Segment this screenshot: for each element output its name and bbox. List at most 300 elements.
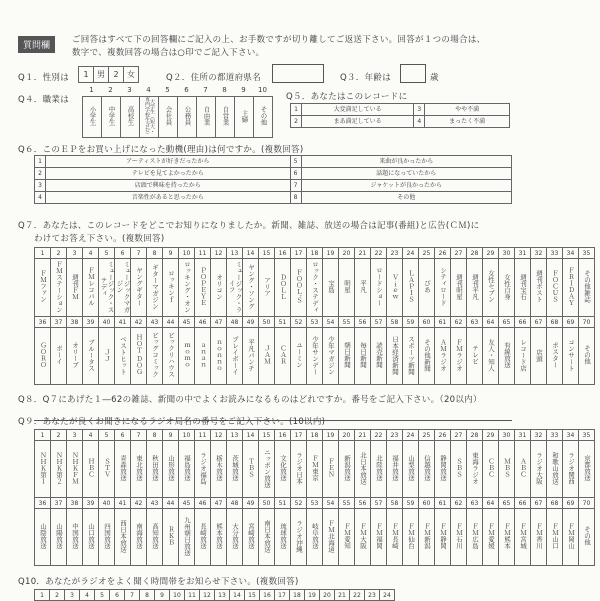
q7-option[interactable]: ヤング・ソング [243, 259, 259, 317]
q7-option[interactable]: ギターマガジン [147, 259, 163, 317]
q7-option[interactable]: ミュージックマガジン [115, 259, 131, 317]
q10-time-slot[interactable]: 17 [275, 590, 290, 601]
q9-option[interactable]: 信越放送 [419, 441, 435, 498]
q10-time-slot[interactable]: 4 [80, 590, 95, 601]
q9-option[interactable]: 熊本放送 [211, 509, 227, 566]
q7-option[interactable]: シティロード [435, 259, 451, 317]
q7-option-number: 38 [67, 317, 83, 328]
q9-option[interactable]: ラジオ関西 [563, 441, 579, 498]
q7-option[interactable]: レコード店 [515, 328, 531, 385]
q7-option[interactable]: 少年マガジン [323, 328, 339, 385]
q7-option[interactable]: アリア [259, 259, 275, 317]
q9-option-number: 69 [563, 498, 579, 509]
q1-option[interactable]: 2 [109, 67, 124, 83]
q7-option[interactable]: スポーツ新聞 [403, 328, 419, 385]
q9-option-number: 2 [51, 430, 67, 441]
q7-option-number: 26 [435, 248, 451, 259]
q7-option[interactable]: テレビ [467, 328, 483, 385]
q4-option[interactable]: 公務員 [178, 97, 197, 138]
q9-option[interactable]: 山形放送 [163, 441, 179, 498]
q7-option-number: 45 [179, 317, 195, 328]
q10-time-slot[interactable]: 19 [305, 590, 320, 601]
q7-option-number: 55 [339, 317, 355, 328]
q9-option-number: 62 [451, 498, 467, 509]
q9-option[interactable]: 文化放送 [275, 441, 291, 498]
q9-option[interactable]: ＦＭ石川 [451, 509, 467, 566]
q10-time-slot[interactable]: 20 [320, 590, 335, 601]
q9-option[interactable]: ＦＭ広島 [467, 509, 483, 566]
q9-option[interactable]: ＲＫＢ [163, 509, 179, 566]
q7-option[interactable]: ＦＭステーション [51, 259, 67, 317]
q7-option-number: 18 [307, 248, 323, 259]
q9-option-number: 48 [227, 498, 243, 509]
q7-option[interactable]: 宝島 [323, 259, 339, 317]
q7-option[interactable]: オリーブ [67, 328, 83, 385]
q7-label-line1: Q７．あなたは、このレコードをどこでお知りになりましたか。新聞、雑誌、放送の場合は記事(番組)と広告(ＣＭ)に [18, 221, 480, 231]
q7-option-number: 30 [499, 248, 515, 259]
q9-option[interactable]: ＦＭ東京 [307, 441, 323, 498]
q9-option[interactable]: 中国放送 [67, 509, 83, 566]
q9-option[interactable]: 和歌山放送 [547, 441, 563, 498]
q7-source-grid [34, 247, 595, 385]
q9-option[interactable]: ＦＭ北海道 [323, 509, 339, 566]
q7-option[interactable]: コンサート [563, 328, 579, 385]
q7-option[interactable]: ＪＪ [99, 328, 115, 385]
q9-option-number: 45 [179, 498, 195, 509]
q7-option[interactable]: Ｖｉｅｗ [387, 259, 403, 317]
q9-option-number: 64 [483, 498, 499, 509]
q9-option[interactable]: 宮崎放送 [243, 509, 259, 566]
q9-option[interactable]: ＦＭ静岡 [435, 509, 451, 566]
q10-time-slot[interactable]: 2 [50, 590, 65, 601]
q9-option[interactable]: ＨＢＣ [83, 441, 99, 498]
q3-label: Q３．年齢は [340, 73, 391, 83]
q10-time-slot[interactable]: 6 [110, 590, 125, 601]
q9-option[interactable]: 琉球放送 [275, 509, 291, 566]
q7-option-number: 35 [579, 248, 595, 259]
q9-label: Q９．あなたが良くお聞きになるラジオ局名の番号をご記入下さい。(10以内) [18, 417, 326, 427]
q9-option[interactable]: 山口放送 [83, 509, 99, 566]
q9-option-number: 11 [195, 430, 211, 441]
q7-option-number: 52 [291, 317, 307, 328]
q9-option[interactable]: 長崎放送 [195, 509, 211, 566]
q9-option[interactable]: 青森放送 [115, 441, 131, 498]
q10-time-slot[interactable]: 24 [380, 590, 395, 601]
q4-number: 1 [89, 86, 94, 94]
q7-option[interactable]: ＦＭラジオ [451, 328, 467, 385]
q10-time-slot[interactable]: 14 [230, 590, 245, 601]
q7-option[interactable]: ＣＡＲ [275, 328, 291, 385]
q4-number: 9 [241, 86, 246, 94]
q9-option-number: 67 [531, 498, 547, 509]
q7-option[interactable]: 明星 [339, 259, 355, 317]
q7-option-number: 65 [499, 317, 515, 328]
q9-option[interactable]: ＳＴＶ [99, 441, 115, 498]
q7-option-number: 59 [403, 317, 419, 328]
q9-option[interactable]: 高知放送 [147, 509, 163, 566]
q9-option[interactable]: ＦＭ香川 [531, 509, 547, 566]
q9-option[interactable]: 山陰放送 [35, 509, 51, 566]
q7-option[interactable]: 店頭 [531, 328, 547, 385]
q7-option[interactable]: 週刊ポスト [531, 259, 547, 317]
q7-option[interactable]: プレイボーイ [227, 328, 243, 385]
q7-option[interactable]: ＬＡＰＩＳ [403, 259, 419, 317]
q9-option-number: 9 [163, 430, 179, 441]
q6-motive-grid [34, 155, 512, 204]
q9-option[interactable]: 静岡放送 [435, 441, 451, 498]
q7-option-number: 46 [195, 317, 211, 328]
q7-option-number: 3 [67, 248, 83, 259]
q7-option[interactable]: ＧＯＲＯ [35, 328, 51, 385]
q7-option-number: 8 [147, 248, 163, 259]
q10-time-slot[interactable]: 21 [335, 590, 350, 601]
q7-option-number: 68 [547, 317, 563, 328]
q7-option[interactable]: オリコン [211, 259, 227, 317]
q10-time-slot[interactable]: 13 [215, 590, 230, 601]
q3-age-input[interactable] [400, 64, 426, 83]
q7-option-number: 27 [451, 248, 467, 259]
q7-option[interactable]: ＰＯＰＥＹＥ [195, 259, 211, 317]
q7-option[interactable]: 女性自身 [499, 259, 515, 317]
q10-time-slot[interactable]: 3 [65, 590, 80, 601]
q9-option[interactable]: ＦＭ山口 [547, 509, 563, 566]
q7-option[interactable]: ＡＭラジオ [435, 328, 451, 385]
q7-option[interactable]: ＦＯＯＬ'Ｓ [291, 259, 307, 317]
q9-option[interactable]: ＦＭ宮城 [515, 509, 531, 566]
q9-option[interactable]: ＭＢＳ [499, 441, 515, 498]
q9-option-number: 47 [211, 498, 227, 509]
q7-option-number: 32 [531, 248, 547, 259]
q4-number: 6 [184, 86, 189, 94]
q5-option-number: 2 [291, 116, 302, 128]
q9-option-number: 68 [547, 498, 563, 509]
q9-option-number: 18 [307, 430, 323, 441]
q9-option-number: 35 [579, 430, 595, 441]
q7-option-number: 1 [35, 248, 51, 259]
q9-option[interactable]: 山陽放送 [51, 509, 67, 566]
q7-option[interactable]: ロッキンｆ [163, 259, 179, 317]
q7-option[interactable]: ａｎａｎ [195, 328, 211, 385]
q9-option[interactable]: 京都放送 [579, 441, 595, 498]
q9-option-number: 24 [403, 430, 419, 441]
q1-option[interactable]: 男 [94, 67, 109, 83]
q9-option[interactable]: ＴＢＳ [243, 441, 259, 498]
q5-satisfaction-grid [290, 103, 510, 128]
q9-option[interactable]: ＦＭ長崎 [387, 509, 403, 566]
q10-label: Q10．あなたがラジオをよく聞く時間帯をお知らせ下さい。(複数回答) [18, 577, 299, 587]
q10-time-slot[interactable]: 18 [290, 590, 305, 601]
q4-option[interactable]: 中学生 [102, 97, 121, 138]
q9-option-number: 49 [243, 498, 259, 509]
q7-option-number: 15 [259, 248, 275, 259]
q9-option[interactable]: ＮＨＫ第２ [51, 441, 67, 498]
q9-option-number: 60 [419, 498, 435, 509]
q9-option[interactable]: ＦＭ愛媛 [483, 509, 499, 566]
q9-option[interactable]: ラジオ沖縄 [291, 509, 307, 566]
q7-option[interactable]: 朝日新聞 [339, 328, 355, 385]
q7-option[interactable]: ＪＡＭ [259, 328, 275, 385]
q9-option[interactable]: ＡＢＣ [515, 441, 531, 498]
q7-option[interactable]: ユーミン [291, 328, 307, 385]
q7-option-number: 16 [275, 248, 291, 259]
q9-option-number: 34 [563, 430, 579, 441]
q7-option[interactable]: ＦＭレコパル [83, 259, 99, 317]
q9-option[interactable]: 四国放送 [99, 509, 115, 566]
q9-option[interactable]: 栃木放送 [211, 441, 227, 498]
q7-option-number: 20 [339, 248, 355, 259]
q7-option-number: 42 [131, 317, 147, 328]
q9-option-number: 42 [131, 498, 147, 509]
q5-option[interactable]: 大変満足している [302, 104, 414, 116]
q4-option[interactable]: 大学生（短大・専門学校生含む） [140, 97, 159, 138]
q9-option[interactable]: ニッポン放送 [259, 441, 275, 498]
q9-option[interactable]: ラジオ福島 [195, 441, 211, 498]
q9-option-number: 15 [259, 430, 275, 441]
q9-option[interactable]: その他 [579, 509, 595, 566]
q7-option-number: 24 [403, 248, 419, 259]
q7-option[interactable]: 週刊宝石 [515, 259, 531, 317]
q4-number: 5 [165, 86, 170, 94]
q7-option[interactable]: ロック・ステディ [307, 259, 323, 317]
q7-option[interactable]: 平凡パンチ [243, 328, 259, 385]
q7-option[interactable]: ミュージック・ライフ [227, 259, 243, 317]
q7-option[interactable]: 少年サンデー [307, 328, 323, 385]
q5-option[interactable]: まったく不満 [425, 116, 510, 128]
q7-option-number: 25 [419, 248, 435, 259]
q9-option[interactable]: 大分放送 [227, 509, 243, 566]
q4-number: 2 [108, 86, 113, 94]
q7-option[interactable]: ＦＲＩＤＡＹ [563, 259, 579, 317]
q9-option[interactable]: ＳＢＳ [451, 441, 467, 498]
q6-option[interactable]: 店頭で興味を持ったから [46, 180, 291, 192]
q1-option[interactable]: 1 [79, 67, 94, 83]
q9-option[interactable]: 東北放送 [131, 441, 147, 498]
q7-option[interactable]: その他雑誌 [579, 259, 595, 317]
q6-option[interactable]: その他 [301, 192, 511, 204]
q7-option-number: 34 [563, 248, 579, 259]
q6-option[interactable]: テレビを見てよかったから [46, 168, 291, 180]
q6-option-number: 1 [35, 156, 46, 168]
q7-option-number: 43 [147, 317, 163, 328]
q7-option[interactable]: ＤＯＬＬ [275, 259, 291, 317]
q7-option-number: 10 [179, 248, 195, 259]
q10-time-slot[interactable]: 7 [125, 590, 140, 601]
q9-option[interactable]: 西日本放送 [115, 509, 131, 566]
q7-option[interactable]: 友人・知人 [483, 328, 499, 385]
q2-label: Q２．住所の都道府県名 [166, 73, 261, 83]
q7-option-number: 14 [243, 248, 259, 259]
q7-option-number: 33 [547, 248, 563, 259]
q9-option[interactable]: 秋田放送 [147, 441, 163, 498]
q9-option-number: 13 [227, 430, 243, 441]
q7-option-number: 28 [467, 248, 483, 259]
q10-time-slot[interactable]: 16 [260, 590, 275, 601]
q7-option[interactable]: 有線放送 [499, 328, 515, 385]
q7-option[interactable]: ブルータス [83, 328, 99, 385]
q7-option[interactable]: ロッキング・オン [179, 259, 195, 317]
q7-option-number: 36 [35, 317, 51, 328]
q7-option[interactable]: ロードショー [371, 259, 387, 317]
q9-option[interactable]: 東海ラジオ [467, 441, 483, 498]
q9-option-number: 55 [339, 498, 355, 509]
q7-option-number: 22 [371, 248, 387, 259]
q7-option[interactable]: 日本経済新聞 [387, 328, 403, 385]
q4-option[interactable]: その他 [254, 97, 273, 138]
q9-option[interactable]: ＮＨＫＦＭ [67, 441, 83, 498]
q9-option[interactable]: 南海放送 [131, 509, 147, 566]
q9-option-number: 7 [131, 430, 147, 441]
q10-time-grid [34, 589, 395, 601]
q9-option[interactable]: 南日本放送 [259, 509, 275, 566]
q9-option[interactable]: 北日本放送 [355, 441, 371, 498]
q7-option[interactable]: 読売新聞 [371, 328, 387, 385]
q7-option[interactable]: ヤングギター [131, 259, 147, 317]
q7-option[interactable]: ＨＯＴ ＤＯＧ [131, 328, 147, 385]
q7-option-number: 47 [211, 317, 227, 328]
q9-option[interactable]: ＦＭ愛知 [339, 509, 355, 566]
q9-option-number: 32 [531, 430, 547, 441]
q7-option-number: 37 [51, 317, 67, 328]
q6-option-number: 8 [290, 192, 301, 204]
q7-option-number: 6 [115, 248, 131, 259]
q9-option[interactable]: ＦＭ福岡 [371, 509, 387, 566]
q9-option[interactable]: 福井放送 [387, 441, 403, 498]
q10-time-slot[interactable]: 9 [155, 590, 170, 601]
q7-option-number: 29 [483, 248, 499, 259]
q7-option-number: 9 [163, 248, 179, 259]
q7-option[interactable]: 女性セブン [483, 259, 499, 317]
q9-option[interactable]: ＦＥＮ [323, 441, 339, 498]
q9-option-number: 12 [211, 430, 227, 441]
q9-option-number: 23 [387, 430, 403, 441]
q7-option[interactable]: 平凡 [355, 259, 371, 317]
q9-option-number: 58 [387, 498, 403, 509]
q9-option-number: 3 [67, 430, 83, 441]
q1-option[interactable]: 女 [124, 67, 139, 83]
q7-option[interactable]: 毎日新聞 [355, 328, 371, 385]
q7-option-number: 44 [163, 317, 179, 328]
intro-text-line2: 数字で、複数回答の場合は○印でご記入下さい。 [72, 48, 265, 58]
q9-option-number: 4 [83, 430, 99, 441]
q4-option[interactable]: 会社員 [159, 97, 178, 138]
q7-option[interactable]: ミュージック・ステディ [99, 259, 115, 317]
q9-option-number: 66 [515, 498, 531, 509]
q9-option[interactable]: 北陸放送 [371, 441, 387, 498]
q7-option-number: 60 [419, 317, 435, 328]
q6-label: Q６．このＥＰをお買い上げになった動機(理由)は何ですか。(複数回答) [18, 145, 304, 155]
q9-option[interactable]: ラジオ日本 [291, 441, 307, 498]
q9-option-number: 52 [291, 498, 307, 509]
q10-time-slot[interactable]: 15 [245, 590, 260, 601]
q10-time-slot[interactable]: 1 [35, 590, 50, 601]
q10-time-slot[interactable]: 8 [140, 590, 155, 601]
q9-option[interactable]: 新潟放送 [339, 441, 355, 498]
q4-number: 8 [222, 86, 227, 94]
q6-option-number: 4 [35, 192, 46, 204]
q10-time-slot[interactable]: 22 [350, 590, 365, 601]
q10-time-slot[interactable]: 12 [200, 590, 215, 601]
q4-option[interactable]: 主婦 [235, 97, 254, 138]
q10-time-slot[interactable]: 5 [95, 590, 110, 601]
q10-time-slot[interactable]: 10 [170, 590, 185, 601]
q5-option[interactable]: やや不満 [425, 104, 510, 116]
q4-label: Q４．職業は [18, 95, 69, 105]
q10-time-slot[interactable]: 23 [365, 590, 380, 601]
q6-option[interactable]: 音楽性があると思ったから [46, 192, 291, 204]
q7-option-number: 31 [515, 248, 531, 259]
q7-option[interactable]: ポスター [547, 328, 563, 385]
q9-option-number: 36 [35, 498, 51, 509]
q7-option-number: 58 [387, 317, 403, 328]
q7-option[interactable]: その他新聞 [419, 328, 435, 385]
q9-option[interactable]: ラジオ大阪 [531, 441, 547, 498]
q7-option[interactable]: ｍｏｍｏ [179, 328, 195, 385]
q4-option[interactable]: 自営業 [216, 97, 235, 138]
q9-option-number: 20 [339, 430, 355, 441]
q7-option[interactable]: 週刊明星 [451, 259, 467, 317]
q6-option[interactable]: ジャケットが良かったから [301, 180, 511, 192]
q9-option[interactable]: 山梨放送 [403, 441, 419, 498]
q9-option-number: 6 [115, 430, 131, 441]
q7-option[interactable]: 週刊ＦＭ [67, 259, 83, 317]
q9-option-number: 26 [435, 430, 451, 441]
q7-option-number: 4 [83, 248, 99, 259]
q7-option-number: 50 [259, 317, 275, 328]
q7-option[interactable]: ぴあ [419, 259, 435, 317]
q5-option[interactable]: まあ満足している [302, 116, 414, 128]
q9-option-number: 38 [67, 498, 83, 509]
q9-option[interactable]: ＦＭ新潟 [419, 509, 435, 566]
q7-option-number: 57 [371, 317, 387, 328]
q9-option[interactable]: 九州朝日放送 [179, 509, 195, 566]
q4-number: 7 [203, 86, 208, 94]
q10-time-slot[interactable]: 11 [185, 590, 200, 601]
q9-option[interactable]: ＦＭ岡山 [563, 509, 579, 566]
q9-option[interactable]: ＦＭ仙台 [403, 509, 419, 566]
q4-number: 3 [127, 86, 132, 94]
q6-option[interactable]: アーティストが好きだったから [46, 156, 291, 168]
q1-label: Q１．性別は [18, 73, 69, 83]
q7-option[interactable]: ビックリハウス [163, 328, 179, 385]
q7-option[interactable]: 週刊平凡 [467, 259, 483, 317]
q7-option[interactable]: ＦＭファン [35, 259, 51, 317]
q9-option[interactable]: ＮＨＫ第１ [35, 441, 51, 498]
q9-option[interactable]: ＣＢＣ [483, 441, 499, 498]
q6-option[interactable]: 話題になっていたから [301, 168, 511, 180]
q7-option[interactable]: ビッグコミック [147, 328, 163, 385]
q4-option[interactable]: 小学生 [83, 97, 102, 138]
q2-prefecture-input[interactable] [272, 64, 324, 83]
q7-option[interactable]: その他 [579, 328, 595, 385]
q4-option[interactable]: 高校生 [121, 97, 140, 138]
q4-option[interactable]: 自由業 [197, 97, 216, 138]
q9-option-number: 53 [307, 498, 323, 509]
q9-option-number: 65 [499, 498, 515, 509]
q9-option[interactable]: ＦＭ大阪 [355, 509, 371, 566]
q3-unit: 歳 [430, 73, 439, 83]
q7-option[interactable]: ＦＯＣＵＳ [547, 259, 563, 317]
q9-option[interactable]: 福島放送 [179, 441, 195, 498]
q7-option-number: 66 [515, 317, 531, 328]
q9-option[interactable]: ＦＭ熊本 [499, 509, 515, 566]
q7-option[interactable]: ベストヒット [115, 328, 131, 385]
q8-label: Q８．Q７にあげた１―62の雑誌、新聞の中でよくお読みになるものはどれですか。番号をご記入下さい。（20以内） [18, 395, 482, 405]
q9-option[interactable]: 岐阜放送 [307, 509, 323, 566]
q7-option[interactable]: ｎｏｎｎｏ [211, 328, 227, 385]
q7-option[interactable]: ボーイ [51, 328, 67, 385]
q6-option[interactable]: 来曲が良かったから [301, 156, 511, 168]
q9-option[interactable]: 茨城放送 [227, 441, 243, 498]
